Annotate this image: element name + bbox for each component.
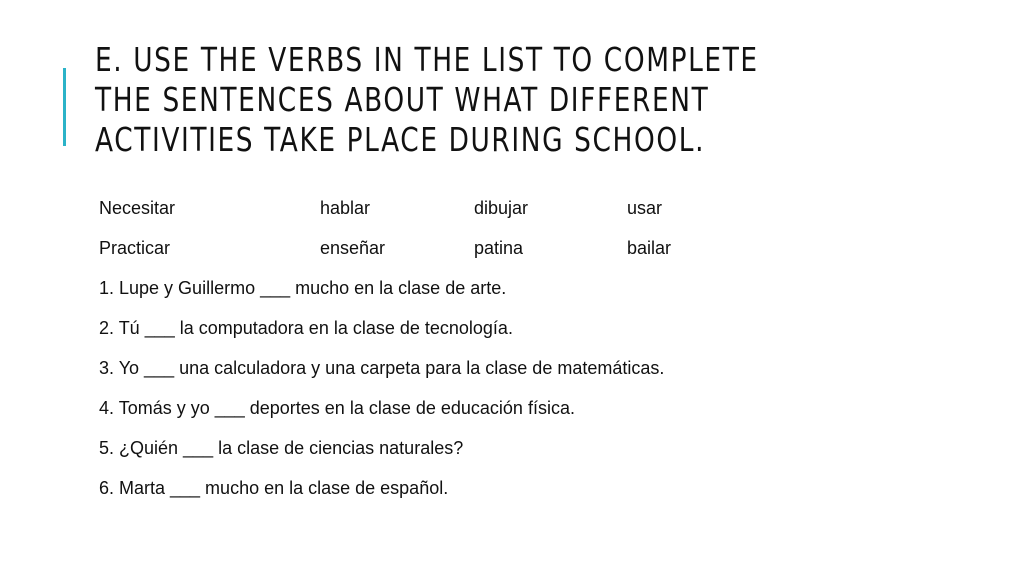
verb-list-row [99, 196, 979, 236]
verb-item: dibujar [474, 198, 529, 218]
exercise-sentence-3: 3. Yo ___ una calculadora y una carpeta para la clase de matemáticas. [99, 358, 665, 378]
title-accent-bar [63, 68, 66, 146]
verb-item: bailar [627, 238, 672, 258]
slide-title: E. USE THE VERBS IN THE LIST TO COMPLETE THE SENTENCES ABOUT WHAT DIFFERENT ACTIVITIES TAKE PLACE DURING SCHOOL. [95, 40, 759, 159]
verb-item: patina [474, 238, 524, 258]
verb-item: usar [627, 198, 663, 218]
exercise-sentence-6: 6. Marta ___ mucho en la clase de español. [99, 478, 449, 498]
exercise-sentence-2: 2. Tú ___ la computadora en la clase de tecnología. [99, 318, 513, 338]
exercise-sentence-5: 5. ¿Quién ___ la clase de ciencias naturales? [99, 438, 464, 458]
slide-body [99, 196, 979, 516]
verb-item: Necesitar [99, 198, 176, 218]
verb-item: enseñar [320, 238, 386, 258]
exercise-sentence-4: 4. Tomás y yo ___ deportes en la clase de educación física. [99, 398, 575, 418]
verb-item: Practicar [99, 238, 171, 258]
verb-list-row [99, 236, 979, 276]
exercise-sentence-1: 1. Lupe y Guillermo ___ mucho en la clase de arte. [99, 278, 507, 298]
verb-item: hablar [320, 198, 371, 218]
